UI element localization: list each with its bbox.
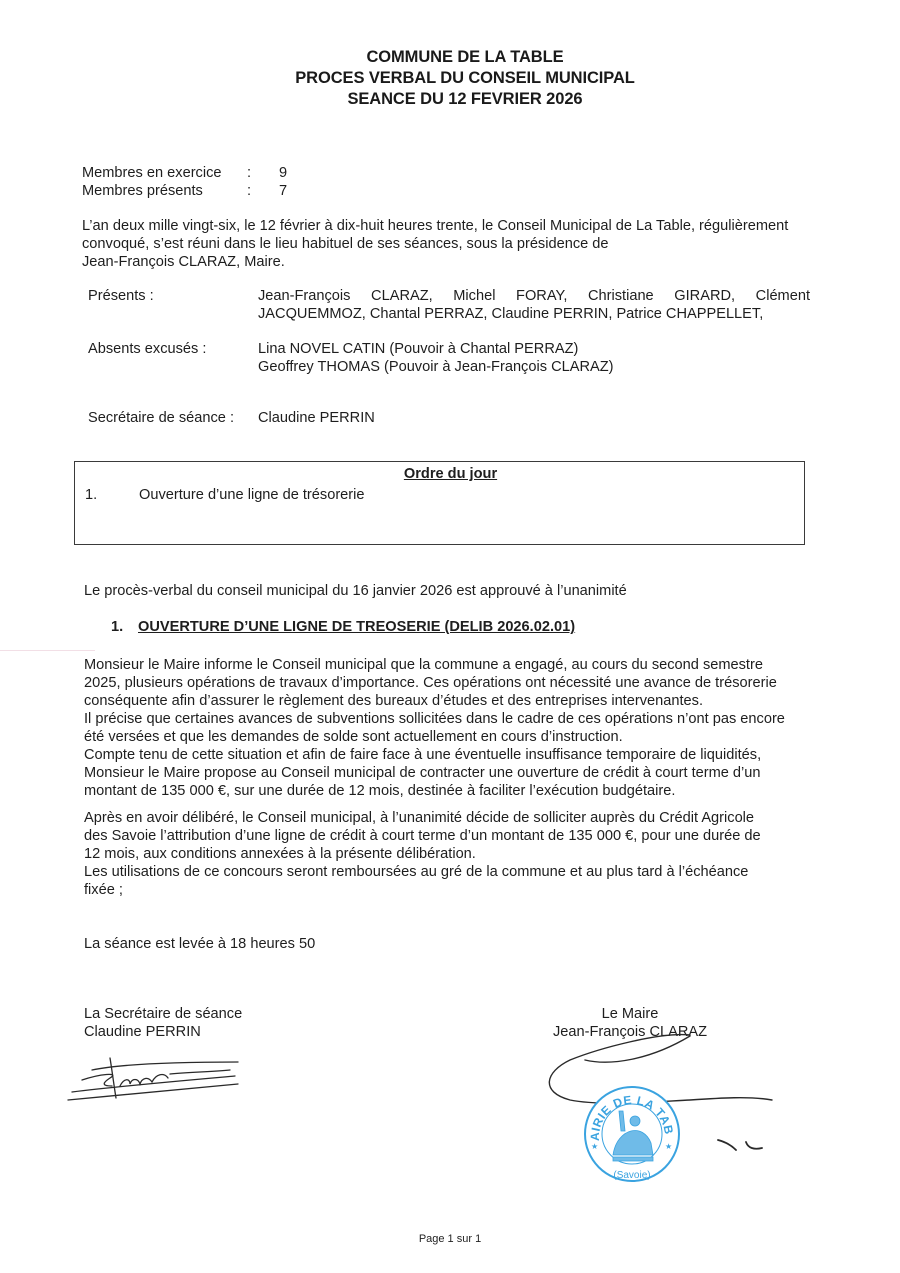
absents-section [88,340,810,376]
paragraph-line: Monsieur le Maire propose au Conseil municipal de contracter une ouverture de crédit à court terme d’un [84,765,761,781]
agenda-item-label: Ouverture d’une ligne de trésorerie [139,487,365,503]
presents-list [258,287,810,323]
secretaire-value: Claudine PERRIN [258,410,375,426]
intro-paragraph [82,217,812,271]
members-label: Membres présents [82,183,203,199]
closing-statement: La séance est levée à 18 heures 50 [84,936,316,952]
members-value: 7 [279,183,288,199]
secretaire-section [88,409,810,427]
document-type: PROCES VERBAL DU CONSEIL MUNICIPAL [295,69,635,87]
paragraph-line: conséquente afin d’assurer le règlement des bureaux d’études et des entreprises intervenantes. [84,693,703,709]
secretary-signature-icon [60,1050,250,1110]
members-row [82,182,287,200]
mayor-name: Jean-François CLARAZ [552,1024,708,1040]
agenda-item [85,486,804,504]
members-separator: : [247,165,252,181]
paragraph-line: 2025, plusieurs opérations de travaux d’importance. Ces opérations ont nécessité une avance de trésorerie [84,675,777,691]
secretary-signature-block [84,1005,242,1041]
commune-name: COMMUNE DE LA TABLE [366,48,564,66]
absents-label: Absents excusés : [88,341,207,357]
absents-line: Lina NOVEL CATIN (Pouvoir à Chantal PERRAZ) [258,341,579,357]
secretaire-label: Secrétaire de séance : [88,410,235,426]
section-number: 1. [111,619,124,635]
section-title: OUVERTURE D’UNE LIGNE DE TREOSERIE (DELIB 2026.02.01) [138,619,576,635]
absents-list [258,340,614,376]
paragraph-line: Compte tenu de cette situation et afin de faire face à une éventuelle insuffisance temporaire de liquidités, [84,747,762,763]
presents-section [88,287,810,323]
members-value: 9 [279,165,288,181]
paragraph-line: fixée ; [84,882,123,898]
mayor-title: Le Maire [601,1006,659,1022]
section-heading [111,618,575,636]
agenda-item-number: 1. [85,487,98,503]
svg-text:MAIRIE DE LA TABLE: MAIRIE DE LA TABLE [577,1074,677,1142]
members-label: Membres en exercice [82,165,222,181]
paragraph-line: montant de 135 000 €, sur une durée de 12 mois, destinée à faciliter l’exécution budgétaire. [84,783,676,799]
intro-line: Jean-François CLARAZ, Maire. [82,254,285,270]
section-paragraph-context [84,656,819,800]
absents-line: Geoffrey THOMAS (Pouvoir à Jean-François CLARAZ) [258,359,614,375]
paragraph-line: 12 mois, aux conditions annexées à la présente délibération. [84,846,476,862]
mairie-stamp-icon [577,1074,681,1183]
presents-line: Jean-François CLARAZ, Michel FORAY, Christiane GIRARD, Clément [258,288,810,304]
secretary-name: Claudine PERRIN [84,1024,201,1040]
intro-line: convoqué, s’est réuni dans le lieu habituel de ses séances, sous la présidence de [82,236,609,252]
paragraph-line: Les utilisations de ce concours seront remboursées au gré de la commune et au plus tard à l’échéance [84,864,749,880]
scan-artifact [0,650,95,651]
presents-label: Présents : [88,288,154,304]
presents-line: JACQUEMMOZ, Chantal PERRAZ, Claudine PERRIN, Patrice CHAPPELLET, [258,306,764,322]
session-date: SEANCE DU 12 FEVRIER 2026 [347,90,583,108]
svg-text:(Savoie): (Savoie) [613,1170,651,1181]
page-number: Page 1 sur 1 [418,1233,482,1245]
paragraph-line: Il précise que certaines avances de subventions sollicitées dans le cadre de ces opérations n’ont pas encore [84,711,785,727]
svg-text:★: ★ [591,1142,599,1151]
intro-line: L’an deux mille vingt-six, le 12 février à dix-huit heures trente, le Conseil Municipal de La Table, régulièrement [82,218,789,234]
members-separator: : [247,183,252,199]
paragraph-line: été versées et que les demandes de solde sont actuellement en cours d’instruction. [84,729,623,745]
members-count [82,164,287,200]
secretary-title: La Secrétaire de séance [84,1006,243,1022]
section-paragraph-decision [84,809,819,899]
agenda-title: Ordre du jour [403,466,498,482]
document-header [0,47,900,110]
agenda-box [74,461,805,545]
members-row [82,164,287,182]
svg-text:★: ★ [665,1142,673,1151]
paragraph-line: Monsieur le Maire informe le Conseil municipal que la commune a engagé, au cours du second semestre [84,657,763,673]
paragraph-line: des Savoie l’attribution d’une ligne de crédit à court terme d’un montant de 135 000 €, pour une durée de [84,828,761,844]
previous-minutes-approval: Le procès-verbal du conseil municipal du 16 janvier 2026 est approuvé à l’unanimité [84,583,627,599]
paragraph-line: Après en avoir délibéré, le Conseil municipal, à l’unanimité décide de solliciter auprès du Crédit Agricole [84,810,755,826]
